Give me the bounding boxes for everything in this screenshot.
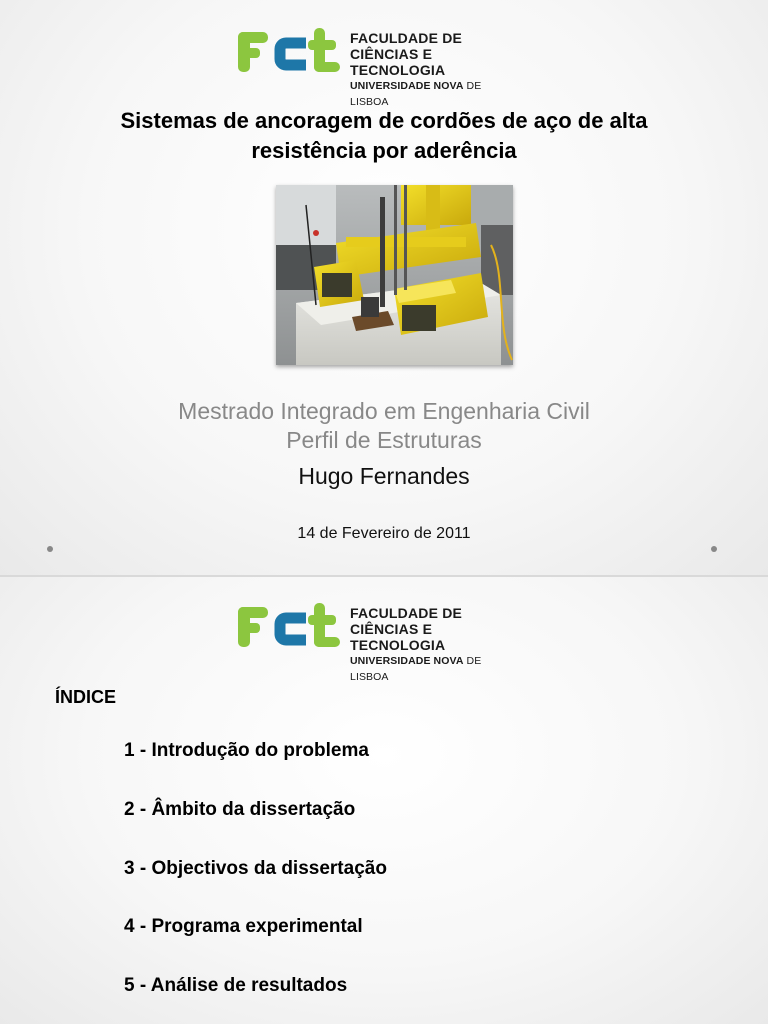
logo-line-3 — [350, 653, 518, 685]
fct-logo — [238, 28, 518, 108]
logo-line-3-thin: DE LISBOA — [350, 80, 482, 108]
title-line-2: resistência por aderência — [251, 138, 517, 163]
course-profile: Perfil de Estruturas — [286, 427, 482, 453]
logo-line-3-bold: UNIVERSIDADE NOVA — [350, 655, 464, 667]
presentation-title — [40, 106, 728, 166]
fct-logo-mark-icon — [238, 603, 342, 655]
fct-logo-mark-icon — [238, 28, 342, 80]
logo-line-2: CIÊNCIAS E TECNOLOGIA — [350, 46, 446, 78]
title-line-1: Sistemas de ancoragem de cordões de aço de alta — [120, 108, 648, 133]
dot-bullet-icon — [711, 546, 717, 552]
fct-logo — [238, 603, 518, 683]
index-slide — [0, 577, 768, 1024]
logo-line-3-thin: DE LISBOA — [350, 655, 482, 683]
index-item: 5 - Análise de resultados — [124, 975, 348, 996]
index-item: 1 - Introdução do problema — [124, 740, 369, 761]
lab-test-photo — [276, 185, 513, 365]
logo-line-3-bold: UNIVERSIDADE NOVA — [350, 80, 464, 92]
dot-bullet-icon — [47, 546, 53, 552]
logo-line-1: FACULDADE DE — [350, 605, 463, 621]
course-name: Mestrado Integrado em Engenharia Civil — [178, 398, 590, 424]
logo-text — [350, 605, 518, 685]
presentation-date: 14 de Fevereiro de 2011 — [297, 525, 471, 542]
logo-line-1: FACULDADE DE — [350, 30, 463, 46]
index-item: 2 - Âmbito da dissertação — [124, 799, 356, 820]
index-heading: ÍNDICE — [55, 687, 117, 707]
logo-line-2: CIÊNCIAS E TECNOLOGIA — [350, 621, 446, 653]
index-item: 3 - Objectivos da dissertação — [124, 858, 387, 879]
logo-text — [350, 30, 518, 110]
author-name: Hugo Fernandes — [298, 463, 470, 489]
index-item: 4 - Programa experimental — [124, 916, 363, 937]
